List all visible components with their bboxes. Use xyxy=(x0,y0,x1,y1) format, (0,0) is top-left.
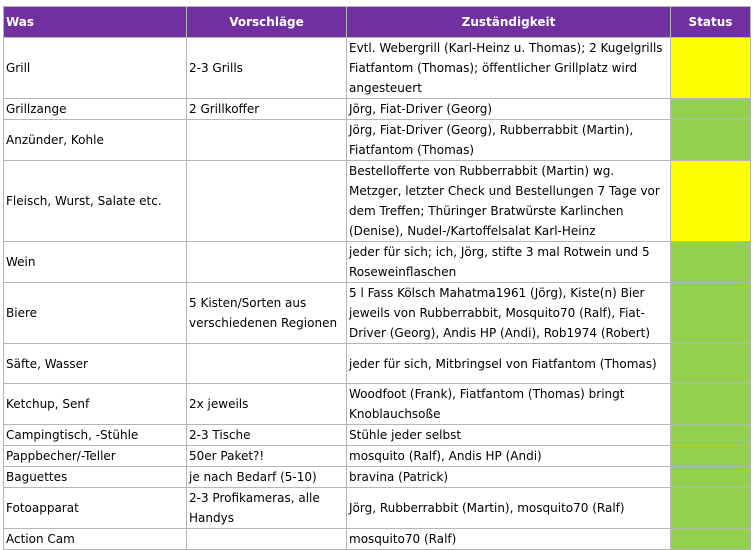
cell-was[interactable]: Säfte, Wasser xyxy=(4,344,187,384)
header-zustaendigkeit[interactable]: Zuständigkeit xyxy=(347,7,671,38)
cell-vorschlaege[interactable]: 2-3 Tische xyxy=(187,425,347,446)
cell-zustaendigkeit[interactable]: Evtl. Webergrill (Karl-Heinz u. Thomas); 2 Kugelgrills Fiatfantom (Thomas); öffentlicher Grillplatz wird angesteuert xyxy=(347,38,671,99)
cell-zustaendigkeit[interactable]: Bestellofferte von Rubberrabbit (Martin) wg. Metzger, letzter Check und Bestellungen 7 Tage vor dem Treffen; Thüringer Bratwürste Karlinchen (Denise), Nudel-/Kartoffelsalat Karl-Heinz xyxy=(347,161,671,242)
cell-was[interactable]: Wein xyxy=(4,242,187,283)
table-row xyxy=(4,242,751,283)
cell-vorschlaege[interactable]: 2 Grillkoffer xyxy=(187,99,347,120)
cell-vorschlaege[interactable]: 5 Kisten/Sorten aus verschiedenen Regionen xyxy=(187,283,347,344)
header-status[interactable]: Status xyxy=(671,7,751,38)
cell-was[interactable]: Baguettes xyxy=(4,467,187,488)
cell-status[interactable] xyxy=(671,467,751,488)
cell-zustaendigkeit[interactable]: jeder für sich; ich, Jörg, stifte 3 mal Rotwein und 5 Roseweinflaschen xyxy=(347,242,671,283)
header-was[interactable]: Was xyxy=(4,7,187,38)
cell-vorschlaege[interactable] xyxy=(187,120,347,161)
cell-vorschlaege[interactable] xyxy=(187,529,347,550)
table-row xyxy=(4,161,751,242)
cell-status[interactable] xyxy=(671,529,751,550)
cell-was[interactable]: Pappbecher/-Teller xyxy=(4,446,187,467)
cell-zustaendigkeit[interactable]: Jörg, Fiat-Driver (Georg) xyxy=(347,99,671,120)
cell-was[interactable]: Action Cam xyxy=(4,529,187,550)
cell-vorschlaege[interactable]: 2-3 Grills xyxy=(187,38,347,99)
cell-zustaendigkeit[interactable]: 5 l Fass Kölsch Mahatma1961 (Jörg), Kiste(n) Bier jeweils von Rubberrabbit, Mosquito70 (Ralf), Fiat-Driver (Georg), Andis HP (Andi), Rob1974 (Robert) xyxy=(347,283,671,344)
cell-status[interactable] xyxy=(671,120,751,161)
cell-status[interactable] xyxy=(671,38,751,99)
cell-was[interactable]: Anzünder, Kohle xyxy=(4,120,187,161)
cell-status[interactable] xyxy=(671,99,751,120)
table-row xyxy=(4,384,751,425)
cell-zustaendigkeit[interactable]: Woodfoot (Frank), Fiatfantom (Thomas) bringt Knoblauchsoße xyxy=(347,384,671,425)
cell-was[interactable]: Fleisch, Wurst, Salate etc. xyxy=(4,161,187,242)
cell-vorschlaege[interactable]: je nach Bedarf (5-10) xyxy=(187,467,347,488)
table-row xyxy=(4,446,751,467)
cell-was[interactable]: Biere xyxy=(4,283,187,344)
table-row xyxy=(4,344,751,384)
cell-status[interactable] xyxy=(671,161,751,242)
cell-zustaendigkeit[interactable]: bravina (Patrick) xyxy=(347,467,671,488)
cell-vorschlaege[interactable] xyxy=(187,344,347,384)
cell-vorschlaege[interactable] xyxy=(187,242,347,283)
cell-zustaendigkeit[interactable]: Stühle jeder selbst xyxy=(347,425,671,446)
header-row xyxy=(4,7,751,38)
cell-vorschlaege[interactable]: 50er Paket?! xyxy=(187,446,347,467)
cell-was[interactable]: Ketchup, Senf xyxy=(4,384,187,425)
table-row xyxy=(4,99,751,120)
cell-zustaendigkeit[interactable]: Jörg, Rubberrabbit (Martin), mosquito70 (Ralf) xyxy=(347,488,671,529)
table-row xyxy=(4,283,751,344)
table-row xyxy=(4,38,751,99)
cell-status[interactable] xyxy=(671,384,751,425)
table-row xyxy=(4,425,751,446)
cell-was[interactable]: Fotoapparat xyxy=(4,488,187,529)
cell-zustaendigkeit[interactable]: Jörg, Fiat-Driver (Georg), Rubberrabbit (Martin), Fiatfantom (Thomas) xyxy=(347,120,671,161)
cell-status[interactable] xyxy=(671,283,751,344)
cell-was[interactable]: Grillzange xyxy=(4,99,187,120)
table-row xyxy=(4,488,751,529)
table-row xyxy=(4,120,751,161)
header-vorschlaege[interactable]: Vorschläge xyxy=(187,7,347,38)
cell-status[interactable] xyxy=(671,242,751,283)
table-row xyxy=(4,467,751,488)
cell-status[interactable] xyxy=(671,488,751,529)
planning-table xyxy=(3,6,751,550)
cell-vorschlaege[interactable]: 2-3 Profikameras, alle Handys xyxy=(187,488,347,529)
cell-zustaendigkeit[interactable]: jeder für sich, Mitbringsel von Fiatfantom (Thomas) xyxy=(347,344,671,384)
cell-status[interactable] xyxy=(671,425,751,446)
cell-vorschlaege[interactable] xyxy=(187,161,347,242)
cell-was[interactable]: Campingtisch, -Stühle xyxy=(4,425,187,446)
cell-was[interactable]: Grill xyxy=(4,38,187,99)
table-row xyxy=(4,529,751,550)
cell-status[interactable] xyxy=(671,446,751,467)
cell-zustaendigkeit[interactable]: mosquito70 (Ralf) xyxy=(347,529,671,550)
cell-status[interactable] xyxy=(671,344,751,384)
cell-zustaendigkeit[interactable]: mosquito (Ralf), Andis HP (Andi) xyxy=(347,446,671,467)
cell-vorschlaege[interactable]: 2x jeweils xyxy=(187,384,347,425)
